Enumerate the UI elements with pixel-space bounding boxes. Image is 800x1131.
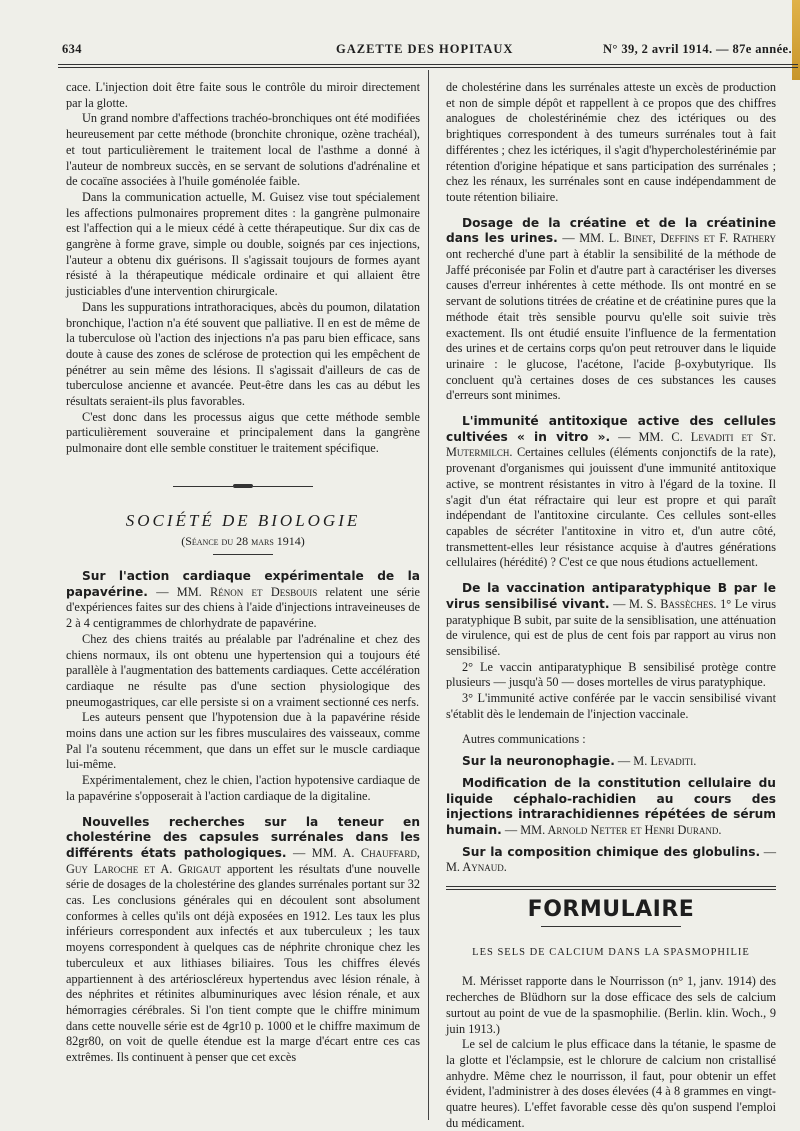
- issue-info: N° 39, 2 avril 1914. — 87e année.: [602, 42, 792, 56]
- article-text: apportent les résultats d'une nouvelle série de dosages de la cholestérine des glandes surrénales portant sur 32 cas. Les conclusions générales qui en découlent sont absolument conformes à celles qu'ils ont déjà exposées en 1912. Les taux les plus inférieurs correspondent aux infectés et aux tuberculeux ; les taux moyens correspondent à quelques cas de néphrite chronique chez les tuberculeux et aux lithiases biliaires. Tous les chiffres élevés appartiennent à des artérioscléreux hypertendus avec lésion rénale, à des néphrites et rétinites albuminuriques avec lésion rénale, et aux hémorragies cérébrales. Si l'on tient compte que le chiffre minimum dans cette nouvelle série est de 4gr10 p. 1000 et le chiffre maximum de 82gr80, on voit de quelle étendue est la marge d'écart entre ces cas extrêmes. Ils continuent à penser que cet excès: [66, 861, 420, 1065]
- paragraph: Le sel de calcium le plus efficace dans la tétanie, le spasme de la glotte et l'éclampsie, est le chlorure de calcium non cristallisé anhydre. Même chez le nourrisson, il faut, pour obtenir un effet évident, l'administrer à des doses élevées (4 à 8 grammes en vingt-quatre heures). L'effet favorable cesse dès qu'on suspend l'emploi du médicament.: [446, 1037, 776, 1130]
- section-ornament: [66, 479, 420, 495]
- article-text: relatent une série d'expériences faites sur des chiens à l'aide d'injections intraveineuses de 2 à 4 centigrammes de chlorhydrate de papavérine.: [66, 584, 420, 631]
- paragraph: 3° L'immunité active conférée par le vaccin sensibilisé vivant s'établit dès le lendemain de l'injection vaccinale.: [446, 691, 776, 721]
- article-text: ont recherché d'une part à établir la sensibilité de la méthode de Jaffé préconisée par Folin et d'autre part à caractériser les diverses causes d'erreur inhérentes à cette méthode. Ils ont montré en se servant de solutions titrées de créatine et de créatinine pures que la méthode était très sensible pourvu qu'elle soit suivie très exactement. Ils ont étudié ensuite l'influence de la fermentation des urines et de certains corps qu'on peut retrouver dans le liquide urinaire : le glucose, l'acétone, l'acide β-oxybutyrique. Ils concluent qu'à certaines doses de ces substances les causes d'erreurs sont minimes.: [446, 247, 776, 403]
- seance-date: (Séance du 28 mars 1914): [181, 534, 305, 549]
- article-title: L'immunité antitoxique active des cellules cultivées « in vitro ».: [446, 414, 776, 444]
- article-authors: — MM. L. Binet, Deffins et F. Rathery: [557, 231, 776, 246]
- paragraph: Chez des chiens traités au préalable par l'adrénaline et chez des chiens normaux, ils ont obtenu une hypertension qui a toujours été parallèle à l'augmentation des battements cardiaques. Cette accélération cardiaque ne résulte pas d'une section physiologique des pneumogastriques, car elle persiste si on a vraiment sectionné ces nerfs.: [66, 631, 420, 709]
- article-title: Sur la composition chimique des globulins.: [462, 844, 761, 859]
- others-heading: Autres communications :: [462, 732, 586, 747]
- article-title: De la vaccination antiparatyphique B par le virus sensibilisé vivant.: [446, 581, 776, 611]
- right-column: [446, 80, 776, 1131]
- paragraph: M. Mérisset rapporte dans le Nourrisson (n° 1, janv. 1914) des recherches de Blüdhorn sur la dose efficace des sels de calcium surtout au point de vue de la spasmophilie. (Berlin. klin. Woch., 9 juin 1913.): [446, 974, 776, 1036]
- article: [446, 414, 776, 571]
- article-authors: — MM. C. Levaditi et St. Mutermilch.: [446, 429, 776, 460]
- article: [446, 216, 776, 404]
- article-text: Certaines cellules (éléments conjonctifs de la rate), provenant d'organismes qui jouissent d'une immunité antitoxique active, se montrent résistantes in vitro à l'égard de la toxine. Il s'agit d'un état réfractaire qui leur est propre et qui paraît indépendant de l'antitoxine circulante. Ces cellules sont-elles capables de sécréter l'antitoxine in vitro et, d'un autre côté, transmettent-elles leur résistance acquise à d'autres générations cellulaires (hérédité) ? C'est ce que nous étudions actuellement.: [446, 445, 776, 570]
- article-authors: — MM. Rénon et Desbouis: [156, 584, 318, 599]
- article-title: Modification de la constitution cellulaire du liquide céphalo-rachidien au cours des injections intrarachidiennes répétées de sérum humain.: [446, 775, 776, 837]
- article-title: Sur l'action cardiaque expérimentale de la papavérine.: [66, 568, 420, 599]
- column-divider: [428, 70, 429, 1120]
- paragraph: 2° Le vaccin antiparatyphique B sensibilisé protège contre plusieurs — jusqu'à 50 — doses mortelles de virus paratyphique.: [446, 659, 776, 690]
- paragraph: Dans la communication actuelle, M. Guisez vise tout spécialement les affections pulmonaires proprement dites : la gangrène pulmonaire est l'affection qui a le mieux cédé à cette thérapeutique. Sur dix cas de gangrène à forme grave, simple ou double, soignés par ces injections, l'auteur a obtenu dix guérisons. Il s'agissait toujours de formes ayant résisté à la thérapeutique médicale ordinaire et qui allaient être justiciables d'une intervention chirurgicale.: [66, 189, 420, 299]
- article-title: Dosage de la créatine et de la créatinine dans les urines.: [446, 215, 776, 246]
- header-rule-2: [58, 67, 798, 68]
- paragraph: Dans les suppurations intrathoraciques, abcès du poumon, dilatation bronchique, l'action n'a été souvent que palliative. Il en est de même de la tuberculose où l'action des injections n'a pas paru bien efficace, sans doute à cause des zones de sclérose de protection qui les empêchent de pénétrer au sein même des lésions. Il s'agissait d'ailleurs de cas de tuberculose ancienne et avancée. Peut-être dans les cas au début les résultats seraient-ils plus favorables.: [66, 299, 420, 409]
- article-authors: — M. S. Bassèches.: [609, 596, 717, 611]
- header-rule: [58, 64, 798, 65]
- article-authors: — M. Aynaud.: [446, 844, 776, 875]
- paragraph: C'est donc dans les processus aigus que cette méthode semble particulièrement souveraine et principalement dans la gangrène pulmonaire dont elle semble constituer le traitement spécifique.: [66, 409, 420, 456]
- article: [446, 776, 776, 839]
- article: [446, 845, 776, 876]
- short-rule: [213, 554, 273, 555]
- article-text: 1° Le virus paratyphique B subit, par suite de la sensiblisation, une atténuation de virulence, qui est de plus de cent fois par rapport au virus non sensibilisé.: [446, 596, 776, 658]
- page-header: [58, 38, 798, 58]
- article-title: Nouvelles recherches sur la teneur en cholestérine des capsules surrénales dans les différents états pathologiques.: [66, 814, 420, 860]
- paragraph: de cholestérine dans les surrénales atteste un excès de production et non de simple dépôt et rappellent à ce propos que des chiffres analogues de cholestérinémie chez des ictériques ou des brightiques correspondent à des tumeurs surrénales tout à fait différentes ; chez les ictériques, il s'agit d'hypercholestérinémie par rétention d'origine hépatique et sans participation des surrénales ; chez les rénaux, les surrénales sont en cause indépendamment de toute rétention biliaire.: [446, 80, 776, 204]
- formulaire-heading: FORMULAIRE: [527, 897, 695, 923]
- paragraph: Expérimentalement, chez le chien, l'action hypotensive cardiaque de la papavérine s'opposerait à l'action cardiaque de la digitaline.: [66, 773, 420, 803]
- society-heading: SOCIÉTÉ DE BIOLOGIE: [125, 510, 361, 530]
- page-number: 634: [62, 42, 82, 56]
- paragraph: Un grand nombre d'affections trachéo-bronchiques ont été modifiées heureusement par cette méthode (bronchite chronique, ozène trachéal), et tout particulièrement le traitement local de l'asthme a donné à l'auteur de nombreux succès, en se servant de solutions d'adrénaline et de cocaïne associées à l'huile goménolée faible.: [66, 111, 420, 189]
- article: [446, 754, 776, 770]
- article-title: Sur la neuronophagie.: [462, 754, 615, 769]
- article-authors: — MM. Arnold Netter et Henri Durand.: [501, 822, 722, 837]
- article-authors: — M. Levaditi.: [614, 754, 697, 769]
- section-double-rule: [446, 886, 776, 890]
- paragraph: Les auteurs pensent que l'hypotension due à la papavérine réside moins dans une action sur les fibres musculaires des vaisseaux, comme Pal l'a soutenu récemment, que dans un effet sur le muscle cardiaque lui-même.: [66, 710, 420, 772]
- formulaire-subtitle: LES SELS DE CALCIUM DANS LA SPASMOPHILIE: [472, 946, 750, 958]
- short-rule: [541, 926, 681, 927]
- journal-title: GAZETTE DES HOPITAUX: [336, 42, 514, 56]
- article: [66, 815, 420, 1066]
- article: [66, 569, 420, 632]
- left-column: [66, 80, 420, 1066]
- article-authors: — MM. A. Chauffard, Guy Laroche et A. Grigaut: [66, 845, 420, 876]
- article: [446, 581, 776, 660]
- paragraph: cace. L'injection doit être faite sous le contrôle du miroir directement par la glotte.: [66, 80, 420, 110]
